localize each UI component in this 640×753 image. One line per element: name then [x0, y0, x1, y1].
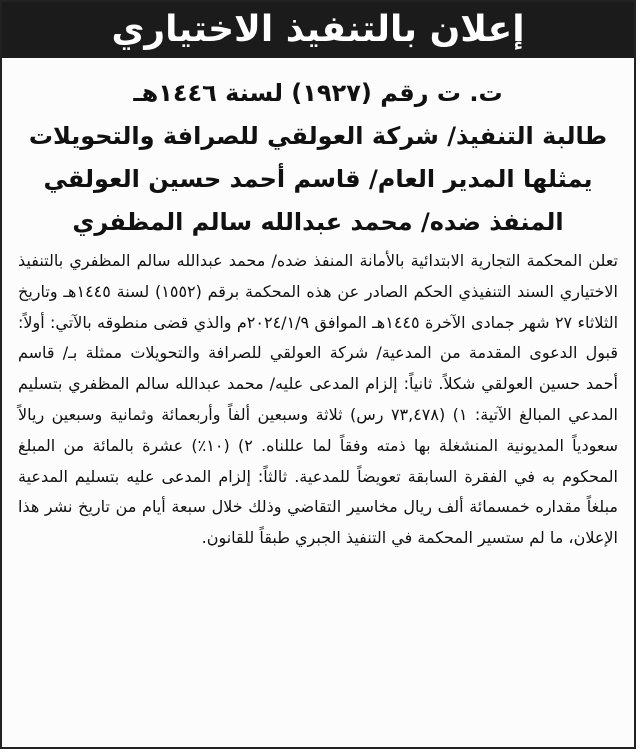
notice-body [2, 244, 634, 554]
notice-banner [2, 2, 634, 58]
defendant-line: المنفذ ضده/ محمد عبدالله سالم المظفري [72, 208, 564, 236]
notice-title: إعلان بالتنفيذ الاختياري [111, 9, 525, 50]
applicant-line: طالبة التنفيذ/ شركة العولقي للصرافة والتحويلات [28, 122, 608, 150]
notice-heading [2, 58, 634, 244]
case-number: ت. ت رقم (١٩٢٧) لسنة ١٤٤٦هـ [133, 79, 503, 107]
representative-line: يمثلها المدير العام/ قاسم أحمد حسين العولقي [43, 165, 593, 193]
notice-body-paragraph: تعلن المحكمة التجارية الابتدائية بالأمانة المنفذ ضده/ محمد عبدالله سالم المظفري بالتنفيذ الاختياري السند التنفيذي الحكم الصادر عن هذه المحكمة برقم (١٥٥٢) لسنة ١٤٤٥هـ وتاريخ الثلاثاء ٢٧ شهر جمادى الآخرة ١٤٤٥هـ الموافق ٢٠٢٤/١/٩م والذي قضى منطوقه بالآتي: أولاً: قبول الدعوى المقدمة من المدعية/ شركة العولقي للصرافة والتحويلات ممثلة بـ/ قاسم أحمد حسين العولقي شكلاً. ثانياً: إلزام المدعى عليه/ محمد عبدالله سالم المظفري بتسليم المدعي المبالغ الآتية: ١) (٧٣,٤٧٨ رس) ثلاثة وسبعين ألفاً وأربعمائة وثمانية وسبعين ريالاً سعودياً المديونية المنشغلة بها ذمته وفقاً لما عللناه. ٢) (١٠٪) عشرة بالمائة من المبلغ المحكوم به في الفقرة السابقة تعويضاً للمدعية. ثالثاً: إلزام المدعى عليه بتسليم المدعية مبلغاً مقداره خمسمائة ألف ريال مخاسير التقاضي وذلك خلال سبعة أيام من تاريخ نشر هذا الإعلان، ما لم ستسير المحكمة في التنفيذ الجبري طبقاً للقانون. [18, 251, 619, 548]
